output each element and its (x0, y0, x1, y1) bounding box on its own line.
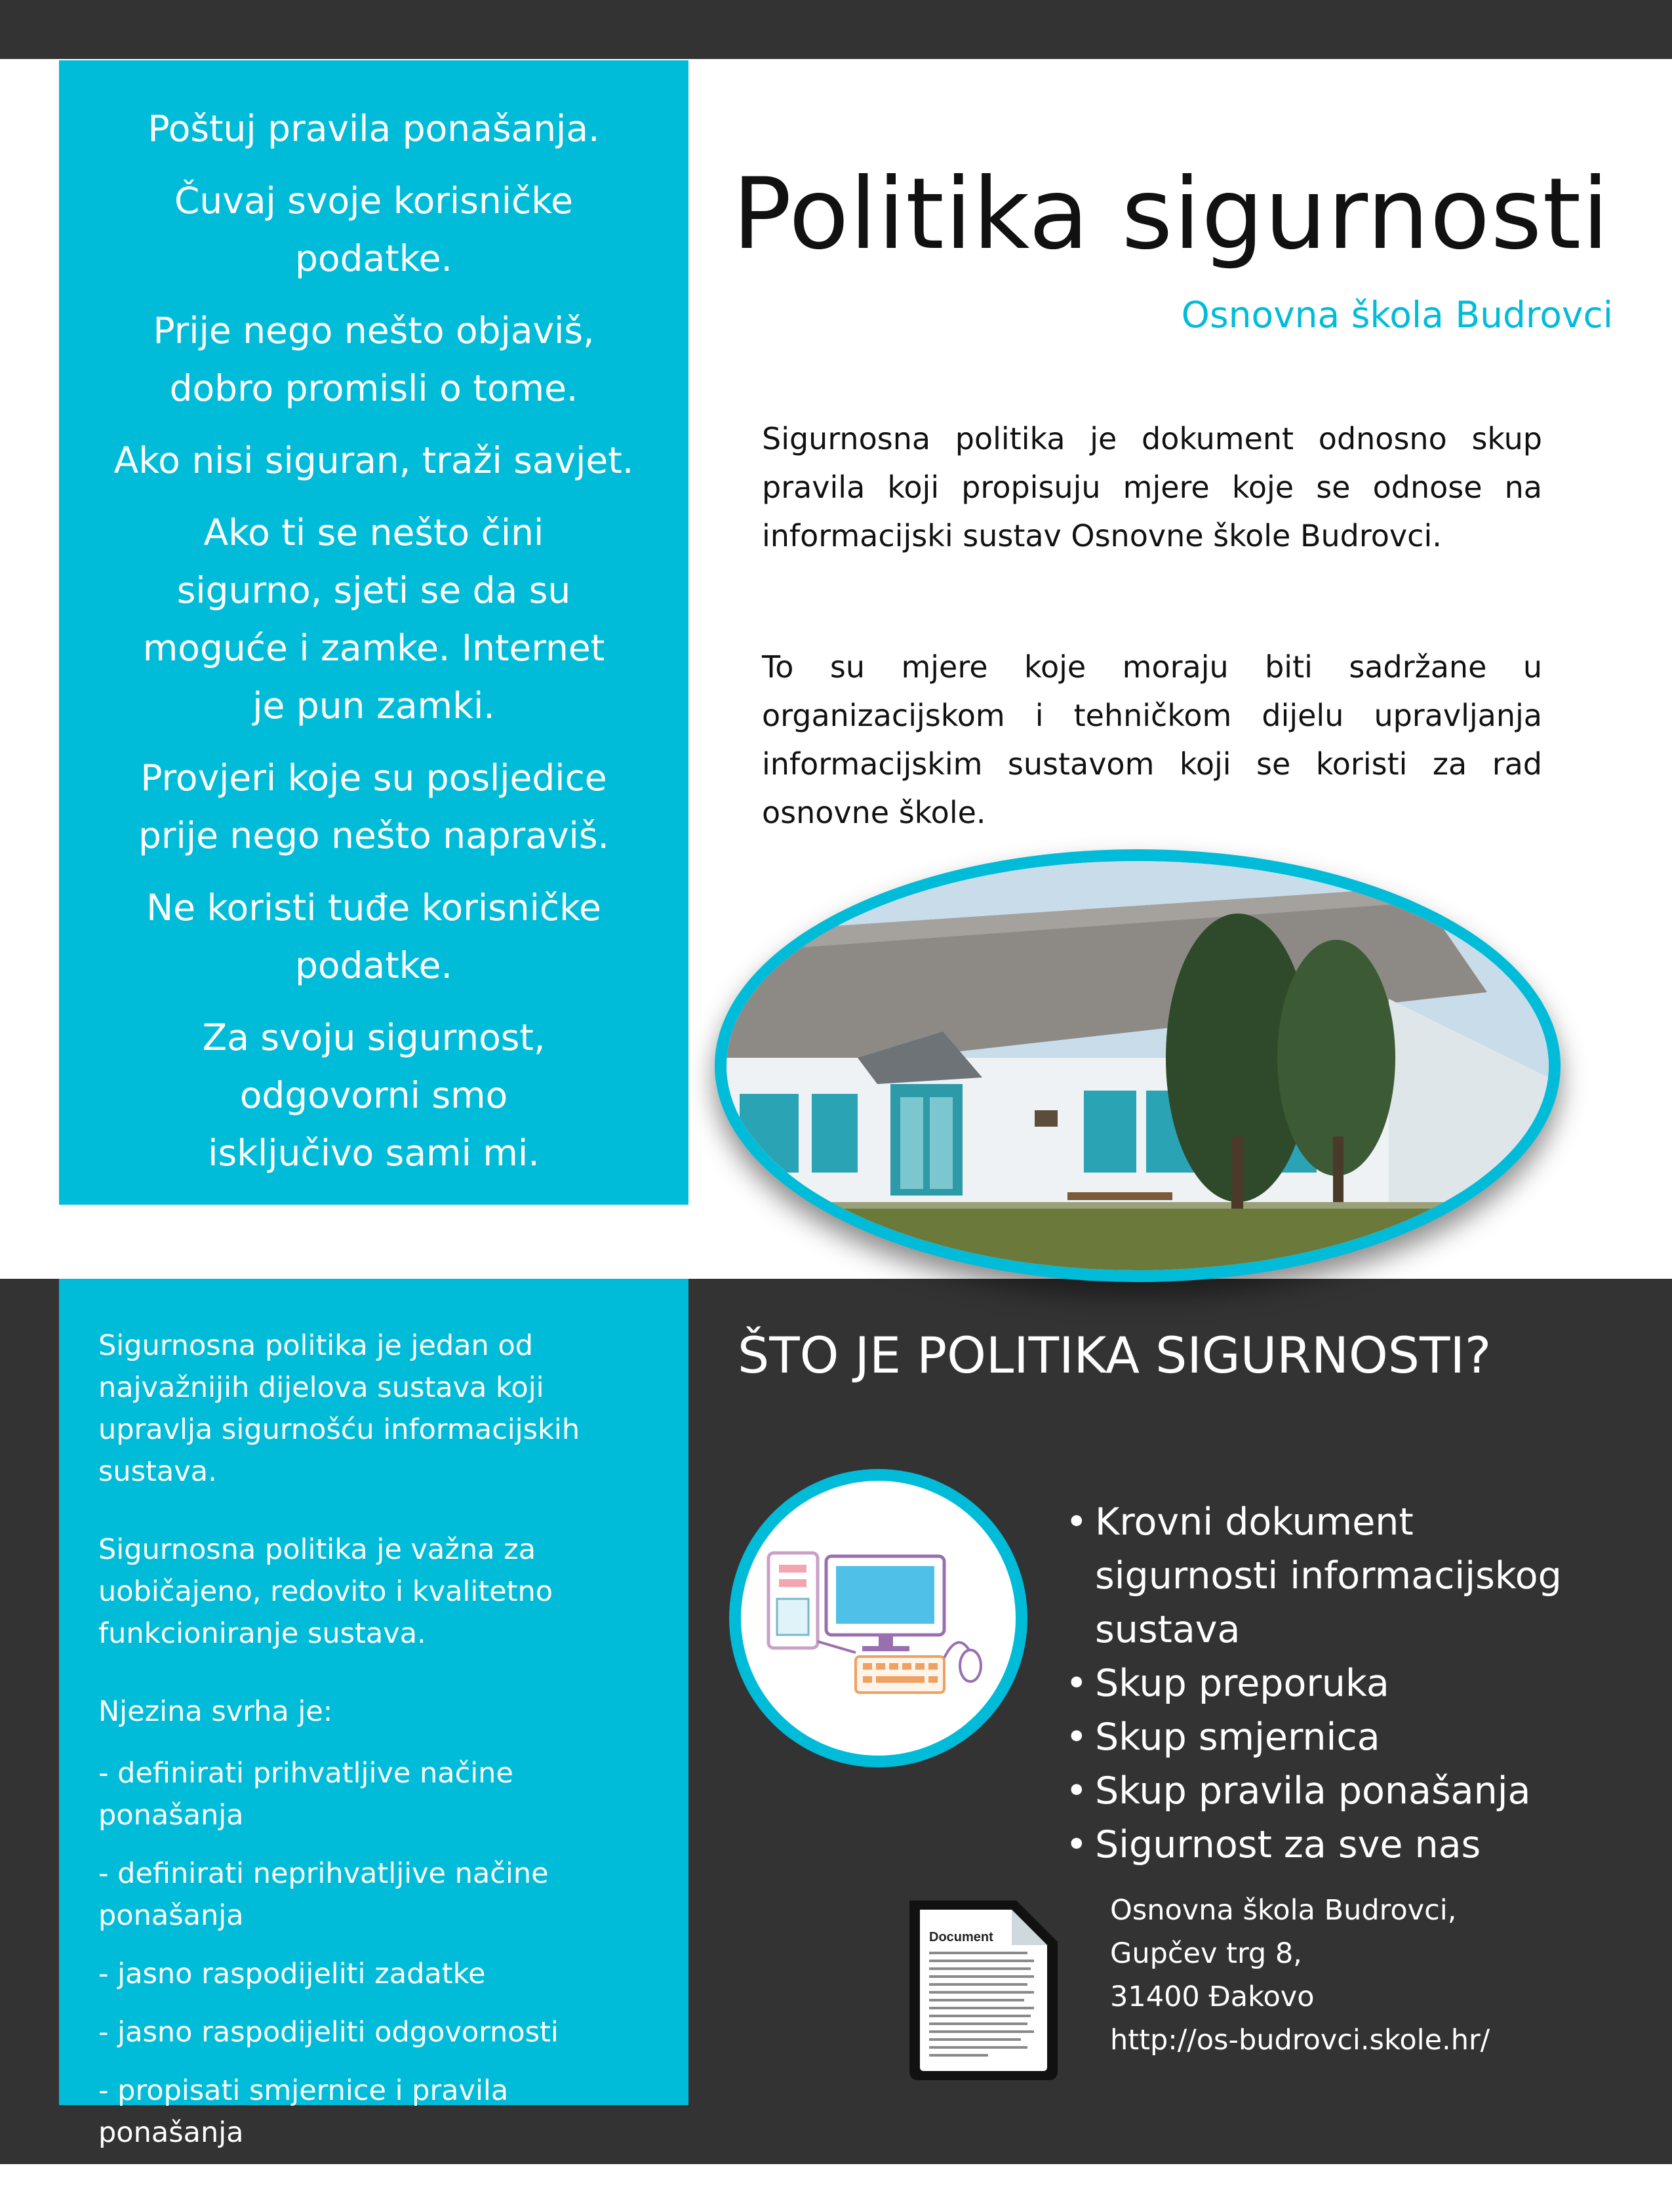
tip: Provjeri koje su posljedice prije nego nešto napraviš. (138, 757, 609, 856)
tip: Čuvaj svoje korisničke podatke. (174, 180, 573, 279)
contact-name: Osnovna škola Budrovci, (1110, 1894, 1457, 1927)
list-item: - propisati smjernice i pravila ponašanja (98, 2074, 509, 2149)
list-item: - definirati neprihvatljive načine ponašanja (98, 1857, 549, 1932)
tip: Poštuj pravila ponašanja. (148, 108, 600, 150)
tip: Za svoju sigurnost, odgovorni smo isključivo sami mi. (202, 1016, 546, 1174)
contact-street: Gupčev trg 8, (1110, 1937, 1302, 1970)
list-item: • Sigurnost za sve nas (1065, 1818, 1593, 1872)
school-photo (715, 849, 1561, 1282)
list-item: - jasno raspodijeliti zadatke (98, 1958, 486, 1990)
info-paragraph: Sigurnosna politika je jedan od najvažnijih dijelova sustava koji upravlja sigurnošću informacijskih sustava. (98, 1329, 580, 1488)
contact-url[interactable]: http://os-budrovci.skole.hr/ (1110, 2024, 1490, 2057)
tip: Ne koristi tuđe korisničke podatke. (146, 887, 601, 986)
purpose-intro: Njezina svrha je: (98, 1695, 333, 1728)
intro-paragraph: To su mjere koje moraju biti sadržane u organizacijskom i tehničkom dijelu upravljanja informacijskim sustavom koji se koristi za rad osnovne škole. (762, 649, 1542, 830)
contact-city: 31400 Đakovo (1110, 1981, 1315, 2013)
computer-icon (741, 1481, 1016, 1756)
purpose-list (98, 1752, 649, 2212)
page-title: Politika sigurnosti (732, 157, 1610, 271)
document-icon-label: Document (929, 1930, 993, 1944)
contact-block (1110, 1889, 1490, 2062)
list-item: - jasno raspodijeliti odgovornosti (98, 2016, 559, 2049)
document-icon (902, 1895, 1065, 2085)
feature-list (1065, 1495, 1593, 1872)
school-building-illustration (727, 861, 1549, 1270)
page-subtitle: Osnovna škola Budrovci (1181, 294, 1613, 336)
info-box (59, 1279, 688, 2207)
top-bar (0, 0, 1672, 59)
list-item: • Skup pravila ponašanja (1065, 1764, 1593, 1818)
computer-icon-frame (729, 1469, 1027, 1767)
list-item: • Skup smjernica (1065, 1710, 1593, 1764)
section-heading: ŠTO JE POLITIKA SIGURNOSTI? (738, 1326, 1492, 1384)
tip: Prije nego nešto objaviš, dobro promisli o tome. (153, 310, 595, 409)
list-item: - definirati prihvatljive načine ponašanja (98, 1757, 513, 1832)
info-paragraph: Sigurnosna politika je važna za uobičajeno, redovito i kvalitetno funkcioniranje sustava. (98, 1533, 553, 1650)
tip: Ako nisi siguran, traži savjet. (113, 439, 634, 481)
tip: Ako ti se nešto čini sigurno, sjeti se da su moguće i zamke. Internet je pun zamki. (142, 512, 605, 727)
tips-box (59, 60, 688, 1205)
list-item: - propisati sankcije (98, 2175, 364, 2207)
list-item: • Krovni dokument sigurnosti informacijskog sustava (1065, 1495, 1593, 1657)
list-item: • Skup preporuka (1065, 1657, 1593, 1710)
intro-paragraph: Sigurnosna politika je dokument odnosno skup pravila koji propisuju mjere koje se odnose na informacijski sustav Osnovne škole Budrovci. (762, 421, 1542, 553)
